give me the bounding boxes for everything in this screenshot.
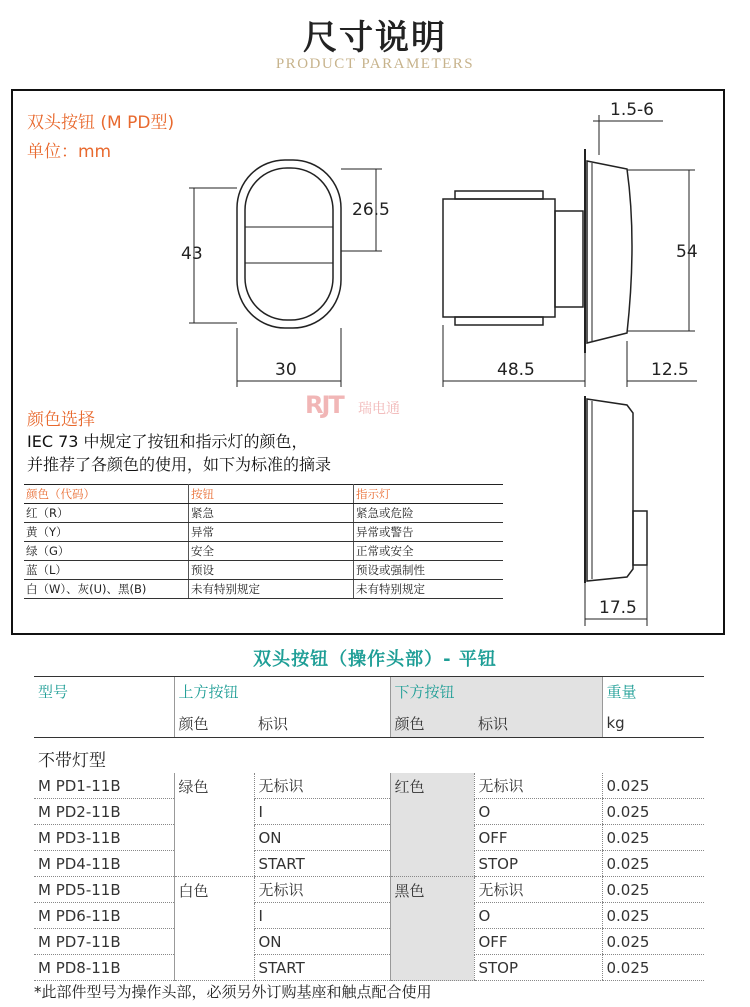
color-table-row: 绿（G） 安全 正常或安全: [24, 542, 503, 561]
dim-12-5: 12.5: [651, 360, 689, 380]
color-table-row: 红（R） 紧急 紧急或危险: [24, 504, 503, 523]
side-view-body: [443, 199, 555, 317]
svg-text:RJT: RJT: [305, 391, 343, 419]
footnote: *此部件型号为操作头部，必须另外订购基座和触点配合使用: [34, 983, 432, 1001]
front-view-inner: [245, 168, 333, 320]
product-table-subheader: 颜色 标识 颜色 标识 kg: [34, 709, 704, 738]
dimension-panel: [11, 89, 725, 635]
table-row: M PD2-11B I O 0.025: [34, 799, 704, 825]
color-table-row: 白（W）、灰(U)、黑(B) 未有特别规定 未有特别规定: [24, 580, 503, 599]
table-row: M PD5-11B 白色 无标识 黑色 无标识 0.025: [34, 877, 704, 903]
table-row: M PD8-11B START STOP 0.025: [34, 955, 704, 981]
product-table-title: 双头按钮（操作头部）- 平钮: [253, 649, 497, 670]
color-table-header: 指示灯: [354, 485, 504, 504]
watermark-text: 瑞电通: [358, 401, 400, 417]
panel-title: 双头按钮 (M PD型): [27, 113, 175, 133]
bottom-view-head: [587, 399, 633, 581]
header-lower: 下方按钮: [390, 677, 602, 710]
dim-43: 43: [181, 244, 203, 264]
front-view-band: [245, 227, 333, 263]
color-section-text: IEC 73 中规定了按钮和指示灯的颜色， 并推荐了各颜色的使用，如下为标准的摘录: [27, 432, 332, 474]
header-upper: 上方按钮: [174, 677, 390, 710]
color-table-header: 颜色（代码）: [24, 485, 189, 504]
page-title: 尺寸说明: [303, 18, 447, 58]
color-table: [24, 484, 503, 599]
dim-54: 54: [676, 242, 698, 262]
color-table-header: 按钮: [189, 485, 354, 504]
table-row: M PD1-11B 绿色 无标识 红色 无标识 0.025: [34, 773, 704, 799]
dim-48-5: 48.5: [497, 360, 535, 380]
side-view-head: [587, 161, 632, 343]
dim-30: 30: [275, 360, 297, 380]
product-table: [34, 676, 704, 981]
header-weight: 重量: [602, 677, 704, 710]
table-row: M PD3-11B ON OFF 0.025: [34, 825, 704, 851]
dim-26-5: 26.5: [352, 200, 390, 220]
table-row: M PD7-11B ON OFF 0.025: [34, 929, 704, 955]
group-row: 不带灯型: [38, 751, 106, 771]
table-row: M PD4-11B START STOP 0.025: [34, 851, 704, 877]
product-table-header: [34, 677, 704, 710]
dim-17-5: 17.5: [599, 598, 637, 618]
dim-1-5-6: 1.5-6: [610, 100, 654, 120]
watermark-logo: [305, 391, 400, 419]
header-model: 型号: [34, 677, 174, 710]
color-table-row: 蓝（L） 预设 预设或强制性: [24, 561, 503, 580]
page-subtitle: PRODUCT PARAMETERS: [275, 56, 475, 72]
color-table-row: 黄（Y） 异常 异常或警告: [24, 523, 503, 542]
panel-unit: 单位：mm: [27, 142, 112, 162]
color-section-heading: 颜色选择: [27, 410, 95, 430]
table-row: M PD6-11B I O 0.025: [34, 903, 704, 929]
